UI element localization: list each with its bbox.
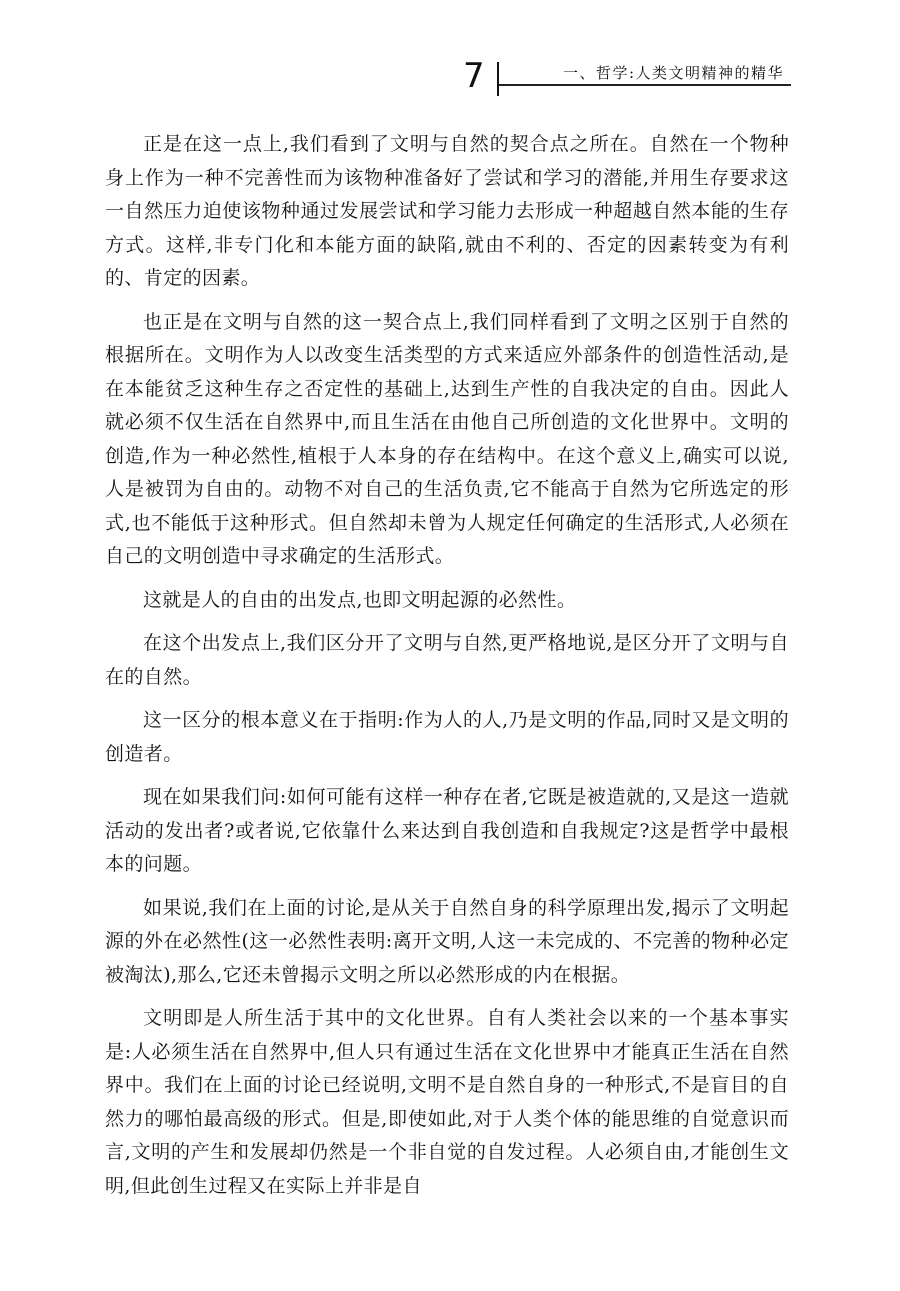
paragraph: 文明即是人所生活于其中的文化世界。自有人类社会以来的一个基本事实是:人必须生活在自然界中,但人只有通过生活在文化世界中才能真正生活在自然界中。我们在上面的讨论已经说明,文明不是自然自身的一种形式,不是盲目的自然力的哪怕最高级的形式。但是,即使如此,对于人类个体的能思维的自觉意识而言,文明的产生和发展却仍然是一个非自觉的自发过程。人必须自由,才能创生文明,但此创生过程又在实际上并非是自 [105,1007,789,1197]
header-divider [497,62,499,96]
paragraph: 现在如果我们问:如何可能有这样一种存在者,它既是被造就的,又是这一造就活动的发出者?或者说,它依靠什么来达到自我创造和自我规定?这是哲学中最根本的问题。 [105,786,789,875]
page-number: 7 [463,56,485,96]
paragraph: 这就是人的自由的出发点,也即文明起源的必然性。 [143,588,577,611]
paragraph: 如果说,我们在上面的讨论,是从关于自然自身的科学原理出发,揭示了文明起源的外在必然性(这一必然性表明:离开文明,人这一未完成的、不完善的物种必定被淘汰),那么,它还未曾揭示文明之所以必然形成的内在根据。 [105,896,789,986]
header-rule [499,84,791,86]
running-title: 一、哲学:人类文明精神的精华 [562,64,784,82]
paragraph: 也正是在文明与自然的这一契合点上,我们同样看到了文明之区别于自然的根据所在。文明作为人以改变生活类型的方式来适应外部条件的创造性活动,是在本能贫乏这种生存之否定性的基础上,达到生产性的自我决定的自由。因此人就必须不仅生活在自然界中,而且生活在由他自己所创造的文化世界中。文明的创造,作为一种必然性,植根于人本身的存在结构中。在这个意义上,确实可以说,人是被罚为自由的。动物不对自己的生活负责,它不能高于自然为它所选定的形式,也不能低于这种形式。但自然却未曾为人规定任何确定的生活形式,人必须在自己的文明创造中寻求确定的生活形式。 [105,310,789,567]
paragraph: 这一区分的根本意义在于指明:作为人的人,乃是文明的作品,同时又是文明的创造者。 [105,709,789,765]
paragraph: 正是在这一点上,我们看到了文明与自然的契合点之所在。自然在一个物种身上作为一种不完善性而为该物种准备好了尝试和学习的潜能,并用生存要求这一自然压力迫使该物种通过发展尝试和学习能力去形成一种超越自然本能的生存方式。这样,非专门化和本能方面的缺陷,就由不利的、否定的因素转变为有利的、肯定的因素。 [105,133,789,289]
paragraph: 在这个出发点上,我们区分开了文明与自然,更严格地说,是区分开了文明与自在的自然。 [105,632,789,688]
body-text [105,128,789,1203]
